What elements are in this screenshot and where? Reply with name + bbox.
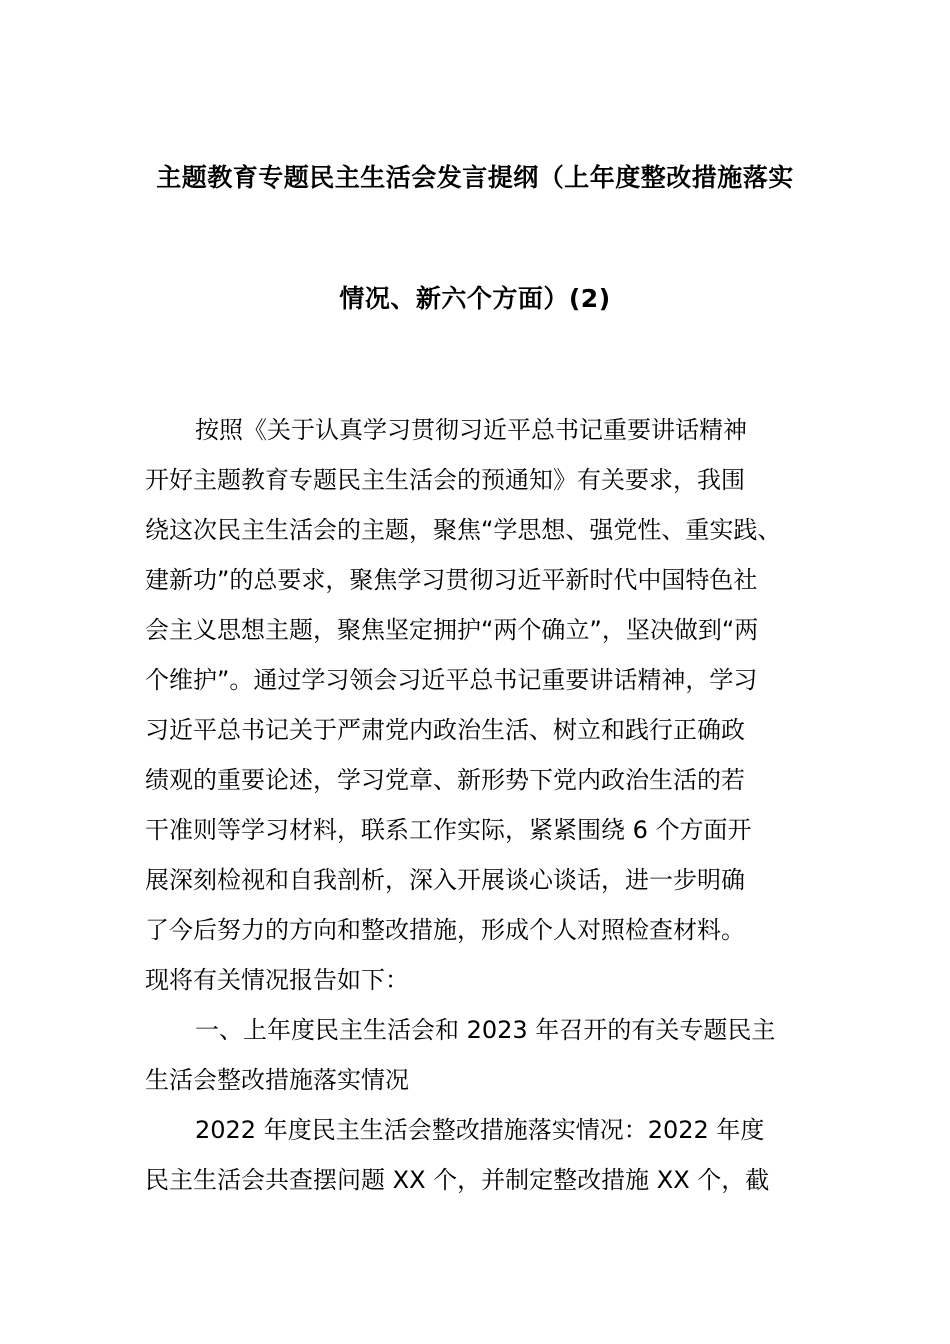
body-line: 习近平总书记关于严肃党内政治生活、树立和践行正确政 <box>145 716 745 744</box>
body-line: 了今后努力的方向和整改措施，形成个人对照检查材料。 <box>145 916 745 944</box>
body-line: 绩观的重要论述，学习党章、新形势下党内政治生活的若 <box>145 766 745 794</box>
body-line: 民主生活会共查摆问题 XX 个，并制定整改措施 XX 个，截 <box>145 1166 770 1194</box>
body-line: 绕这次民主生活会的主题，聚焦“学思想、强党性、重实践、 <box>145 516 782 544</box>
body-line: 个维护”。通过学习领会习近平总书记重要讲话精神，学习 <box>145 666 758 694</box>
document-title-line-2: 情况、新六个方面）(2) <box>339 284 611 313</box>
body-line: 按照《关于认真学习贯彻习近平总书记重要讲话精神 <box>195 416 747 444</box>
body-line: 建新功”的总要求，聚焦学习贯彻习近平新时代中国特色社 <box>145 566 758 594</box>
body-line: 现将有关情况报告如下： <box>145 966 409 994</box>
body-line: 干准则等学习材料，联系工作实际，紧紧围绕 6 个方面开 <box>145 816 752 844</box>
body-line: 会主义思想主题，聚焦坚定拥护“两个确立”，坚决做到“两 <box>145 616 759 644</box>
section-heading-line: 一、上年度民主生活会和 2023 年召开的有关专题民主 <box>195 1016 776 1044</box>
body-line: 开好主题教育专题民主生活会的预通知》有关要求，我围 <box>145 466 745 494</box>
document-body <box>145 405 810 1205</box>
body-line: 展深刻检视和自我剖析，深入开展谈心谈话，进一步明确 <box>145 866 745 894</box>
section-heading-line: 生活会整改措施落实情况 <box>145 1066 409 1094</box>
document-title-line-1: 主题教育专题民主生活会发言提纲（上年度整改措施落实 <box>156 163 794 192</box>
body-line: 2022 年度民主生活会整改措施落实情况：2022 年度 <box>195 1116 765 1144</box>
